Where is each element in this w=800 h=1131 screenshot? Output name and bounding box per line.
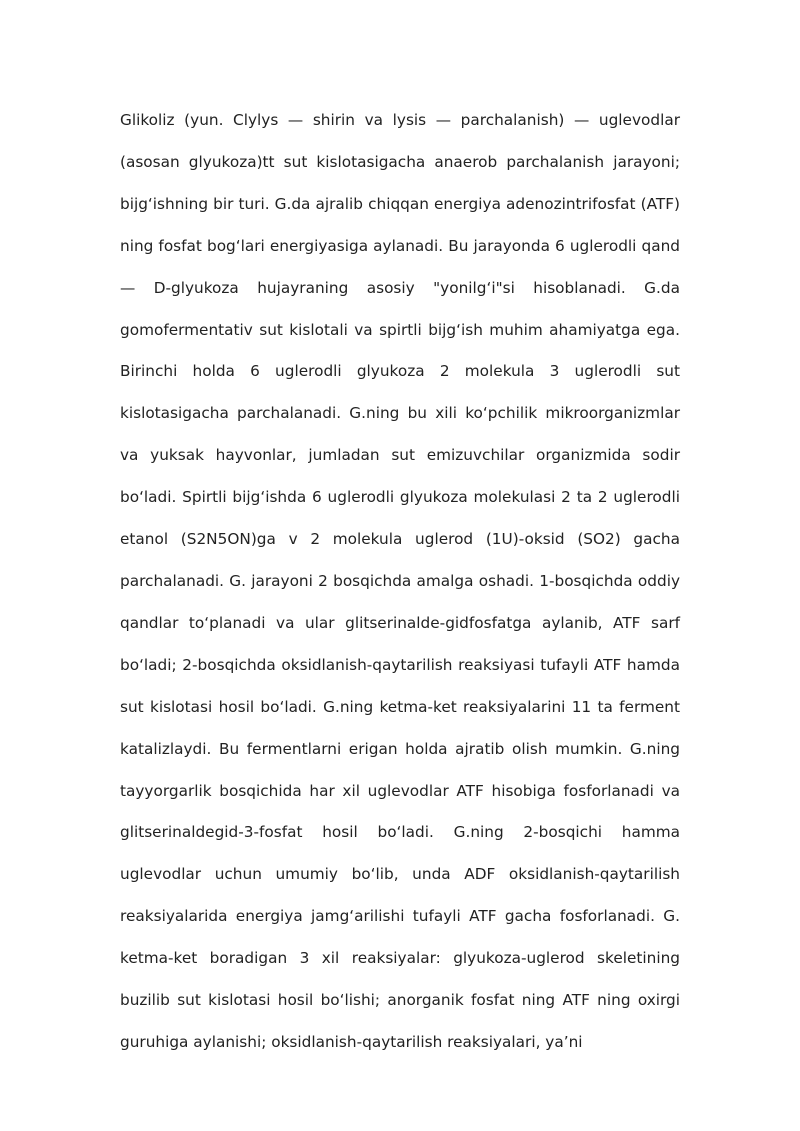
body-paragraph: Glikoliz (yun. Clylys — shirin va lysis — parchalanish) — uglevodlar (asosan glyukoza)tt sut kislotasigacha anaerob parchalanish jarayoni; bijg‘ishning bir turi. G.da ajralib chiqqan energiya adenozintrifosfat (ATF) ning fosfat bog‘lari energiyasiga aylanadi. Bu jarayonda 6 uglerodli qand — D-glyukoza hujayraning asosiy "yonilg‘i"si hisoblanadi. G.da gomofermentativ sut kislotali va spirtli bijg‘ish muhim ahamiyatga ega. Birinchi holda 6 uglerodli glyukoza 2 molekula 3 uglerodli sut kislotasigacha parchalanadi. G.ning bu xili ko‘pchilik mikroorganizmlar va yuksak hayvonlar, jumladan sut emizuvchilar organizmida sodir bo‘ladi. Spirtli bijg‘ishda 6 uglerodli glyukoza molekulasi 2 ta 2 uglerodli etanol (S2N5ON)ga v 2 molekula uglerod (1U)-oksid (SO2) gacha parchalanadi. G. jarayoni 2 bosqichda amalga oshadi. 1-bosqichda oddiy qandlar to‘planadi va ular glitserinalde-gidfosfatga aylanib, ATF sarf bo‘ladi; 2-bosqichda oksidlanish-qaytarilish reaksiyasi tufayli ATF hamda sut kislotasi hosil bo‘ladi. G.ning ketma-ket reaksiyalarini 11 ta ferment katalizlaydi. Bu fermentlarni erigan holda ajratib olish mumkin. G.ning tayyorgarlik bosqichida har xil uglevodlar ATF hisobiga fosforlanadi va glitserinaldegid-3-fosfat hosil bo‘ladi. G.ning 2-bosqichi hamma uglevodlar uchun umumiy bo‘lib, unda ADF oksidlanish-qaytarilish reaksiyalarida energiya jamg‘arilishi tufayli ATF gacha fosforlanadi. G. ketma-ket boradigan 3 xil reaksiyalar: glyukoza-uglerod skeletining buzilib sut kislotasi hosil bo‘lishi; anorganik fosfat ning ATF ning oxirgi guruhiga aylanishi; oksidlanish-qaytarilish reaksiyalari, ya’ni xyxy=(120,111,680,1051)
